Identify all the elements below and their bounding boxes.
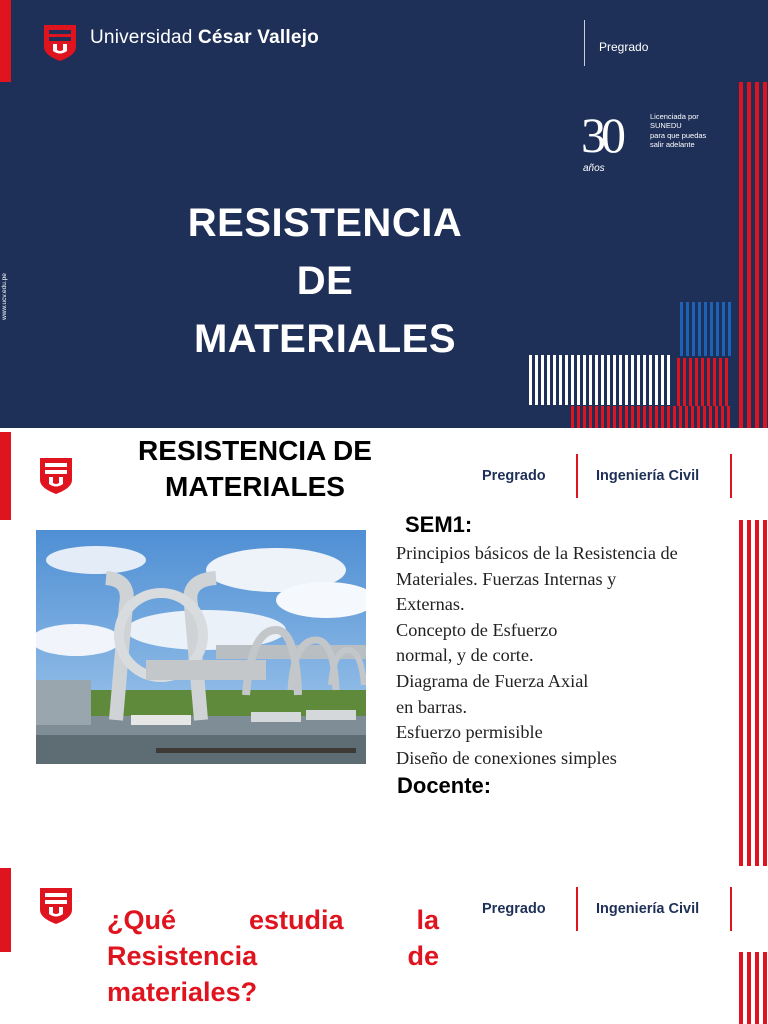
list-item: en barras. (396, 696, 468, 717)
list-item: Concepto de Esfuerzo (396, 619, 558, 640)
slide-title: RESISTENCIA DE MATERIALES (138, 435, 372, 502)
blue-stripe-block (680, 302, 731, 356)
list-item: normal, y de corte. (396, 645, 534, 666)
anniversary-word: años (583, 163, 605, 174)
ucv-shield-logo-icon (40, 888, 72, 924)
nav-pregrado-link[interactable]: Pregrado (482, 468, 546, 484)
nav-separator (576, 454, 578, 498)
teacher-label: Docente: (397, 773, 492, 798)
header-pregrado-link[interactable]: Pregrado (599, 40, 649, 54)
nav-program-link[interactable]: Ingeniería Civil (596, 468, 700, 484)
nav-separator (576, 887, 578, 931)
nav-separator (730, 887, 732, 931)
right-red-stripes (738, 520, 768, 866)
falkirk-wheel-photo (36, 530, 366, 764)
white-stripe-block (529, 355, 670, 405)
brand-bold: César Vallejo (198, 27, 319, 48)
cover-title: RESISTENCIA DE MATERIALES (187, 201, 463, 361)
anniversary-number: 30 (581, 107, 621, 163)
red-accent-bar (0, 868, 11, 952)
list-item: Externas. (396, 594, 465, 615)
right-red-stripes (739, 82, 767, 428)
list-item: Diagrama de Fuerza Axial (396, 670, 589, 691)
ucv-shield-logo-icon (40, 458, 72, 494)
list-item: Diseño de conexiones simples (396, 747, 617, 768)
session-label: SEM1: (405, 512, 473, 537)
cover-slide (0, 0, 768, 428)
question-heading: ¿Qué estudia la Resistencia de materiales? (107, 905, 439, 1007)
list-item: Esfuerzo permisible (396, 722, 543, 743)
list-item: Principios básicos de la Resistencia de (396, 543, 678, 563)
right-red-stripes (738, 952, 768, 1024)
question-slide (0, 866, 768, 1024)
nav-program-link[interactable]: Ingeniería Civil (596, 901, 700, 917)
topics-list (396, 541, 766, 771)
red-accent-bar (0, 432, 11, 520)
list-item: Materiales. Fuerzas Internas y (396, 568, 617, 589)
syllabus-slide (0, 428, 768, 866)
nav-separator (730, 454, 732, 498)
side-url: www.ucv.edu.pe (1, 273, 8, 320)
brand-regular: Universidad (90, 27, 193, 48)
sunedu-license-text: Licenciada por SUNEDU para que puedas salir adelante (650, 112, 707, 150)
decorative-stripes (0, 0, 768, 428)
nav-pregrado-link[interactable]: Pregrado (482, 901, 546, 917)
